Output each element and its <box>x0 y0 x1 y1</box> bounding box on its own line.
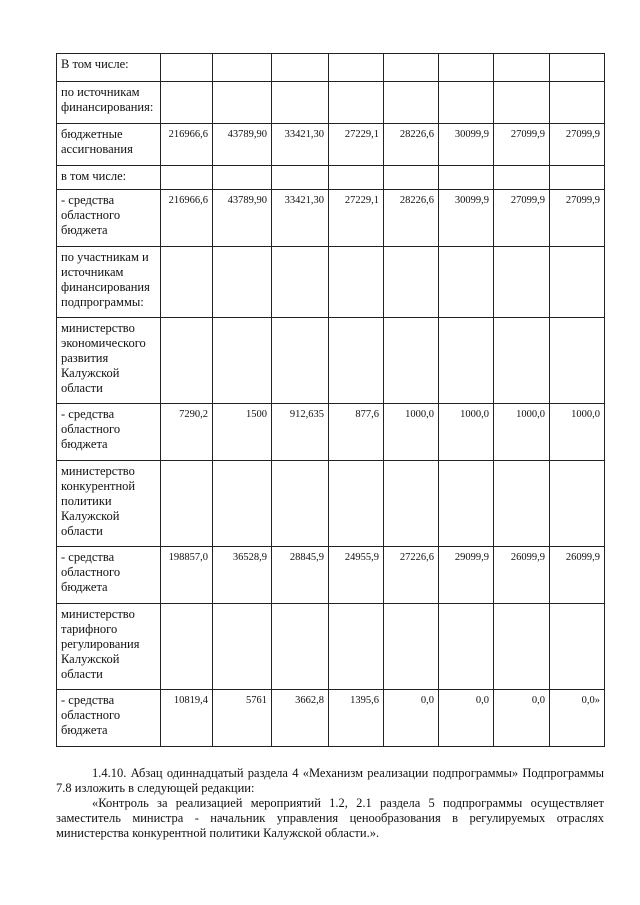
row-value: 29099,9 <box>439 547 494 604</box>
row-value <box>384 247 439 318</box>
table-row <box>57 247 605 318</box>
paragraph-amendment: 1.4.10. Абзац одиннадцатый раздела 4 «Механизм реализации подпрограммы» Подпрограммы 7.8 изложить в следующей редакции: <box>56 766 604 795</box>
row-value <box>439 54 494 82</box>
row-value <box>329 247 384 318</box>
row-value: 1000,0 <box>494 404 550 461</box>
row-label: - средства областного бюджета <box>57 547 161 604</box>
row-value: 43789,90 <box>213 190 272 247</box>
row-value <box>550 318 605 404</box>
row-label: по участникам и источникам финансирования подпрограммы: <box>57 247 161 318</box>
row-value: 27229,1 <box>329 124 384 166</box>
row-value <box>272 318 329 404</box>
row-value <box>494 247 550 318</box>
row-value: 1500 <box>213 404 272 461</box>
row-value: 33421,30 <box>272 124 329 166</box>
row-value: 1000,0 <box>439 404 494 461</box>
row-value: 28226,6 <box>384 190 439 247</box>
row-value: 5761 <box>213 690 272 747</box>
paragraph-quote: «Контроль за реализацией мероприятий 1.2, 2.1 раздела 5 подпрограммы осуществляет заместитель министра - начальник управления ценообразования в регулируемых отраслях министерства конкурентной политики Калужской области.». <box>56 796 604 840</box>
row-value <box>384 82 439 124</box>
row-value <box>272 166 329 190</box>
row-value <box>272 54 329 82</box>
row-value: 26099,9 <box>494 547 550 604</box>
table-row <box>57 190 605 247</box>
table-row <box>57 54 605 82</box>
row-value: 0,0» <box>550 690 605 747</box>
row-value <box>439 166 494 190</box>
row-value <box>213 461 272 547</box>
row-value <box>384 54 439 82</box>
text-section <box>56 766 604 841</box>
row-value <box>213 82 272 124</box>
row-label: министерство экономического развития Калужской области <box>57 318 161 404</box>
budget-table-body <box>57 54 605 747</box>
row-label: - средства областного бюджета <box>57 404 161 461</box>
row-value: 43789,90 <box>213 124 272 166</box>
row-value: 1000,0 <box>550 404 605 461</box>
row-value: 10819,4 <box>161 690 213 747</box>
row-value <box>494 604 550 690</box>
row-label: по источникам финансирования: <box>57 82 161 124</box>
table-row <box>57 318 605 404</box>
table-row <box>57 604 605 690</box>
row-value: 198857,0 <box>161 547 213 604</box>
row-value: 28226,6 <box>384 124 439 166</box>
row-label: В том числе: <box>57 54 161 82</box>
row-value: 24955,9 <box>329 547 384 604</box>
row-value <box>550 604 605 690</box>
table-row <box>57 82 605 124</box>
row-value: 0,0 <box>384 690 439 747</box>
row-value <box>550 461 605 547</box>
row-value: 30099,9 <box>439 190 494 247</box>
table-row <box>57 690 605 747</box>
row-value <box>384 166 439 190</box>
row-value <box>550 247 605 318</box>
row-value <box>213 604 272 690</box>
row-value: 877,6 <box>329 404 384 461</box>
row-value: 0,0 <box>439 690 494 747</box>
row-value <box>161 54 213 82</box>
row-value <box>272 461 329 547</box>
row-label: министерство конкурентной политики Калужской области <box>57 461 161 547</box>
row-value: 27226,6 <box>384 547 439 604</box>
row-value <box>272 247 329 318</box>
row-value <box>213 54 272 82</box>
row-value <box>550 82 605 124</box>
row-value <box>161 82 213 124</box>
row-value <box>329 166 384 190</box>
row-value: 27099,9 <box>494 124 550 166</box>
row-value <box>213 247 272 318</box>
row-value <box>439 82 494 124</box>
row-value <box>384 318 439 404</box>
table-row <box>57 547 605 604</box>
row-value: 27099,9 <box>550 190 605 247</box>
table-row <box>57 166 605 190</box>
row-value <box>329 604 384 690</box>
row-value <box>329 318 384 404</box>
row-value <box>550 54 605 82</box>
table-row <box>57 404 605 461</box>
row-value: 27229,1 <box>329 190 384 247</box>
row-value <box>494 461 550 547</box>
row-value <box>494 166 550 190</box>
row-value <box>213 166 272 190</box>
row-label: в том числе: <box>57 166 161 190</box>
row-value: 30099,9 <box>439 124 494 166</box>
row-value: 1000,0 <box>384 404 439 461</box>
row-value <box>272 82 329 124</box>
row-value: 216966,6 <box>161 190 213 247</box>
row-value <box>439 247 494 318</box>
row-value: 36528,9 <box>213 547 272 604</box>
row-value <box>329 461 384 547</box>
row-value <box>439 604 494 690</box>
row-value: 3662,8 <box>272 690 329 747</box>
row-value <box>494 318 550 404</box>
row-value: 7290,2 <box>161 404 213 461</box>
row-value: 26099,9 <box>550 547 605 604</box>
row-value: 28845,9 <box>272 547 329 604</box>
row-value: 27099,9 <box>494 190 550 247</box>
row-value <box>272 604 329 690</box>
row-value: 0,0 <box>494 690 550 747</box>
row-label: - средства областного бюджета <box>57 690 161 747</box>
row-value <box>161 166 213 190</box>
row-value <box>329 54 384 82</box>
row-value: 912,635 <box>272 404 329 461</box>
row-value <box>494 82 550 124</box>
table-row <box>57 461 605 547</box>
row-value <box>494 54 550 82</box>
row-value <box>329 82 384 124</box>
row-value <box>384 604 439 690</box>
row-value <box>439 461 494 547</box>
row-label: министерство тарифного регулирования Калужской области <box>57 604 161 690</box>
row-value <box>161 461 213 547</box>
table-row <box>57 124 605 166</box>
row-label: - средства областного бюджета <box>57 190 161 247</box>
row-value <box>161 318 213 404</box>
budget-table <box>56 53 605 747</box>
row-value <box>550 166 605 190</box>
row-value <box>161 247 213 318</box>
row-value <box>384 461 439 547</box>
row-value <box>213 318 272 404</box>
row-label: бюджетные ассигнования <box>57 124 161 166</box>
row-value <box>161 604 213 690</box>
row-value: 27099,9 <box>550 124 605 166</box>
row-value: 1395,6 <box>329 690 384 747</box>
row-value <box>439 318 494 404</box>
row-value: 33421,30 <box>272 190 329 247</box>
row-value: 216966,6 <box>161 124 213 166</box>
